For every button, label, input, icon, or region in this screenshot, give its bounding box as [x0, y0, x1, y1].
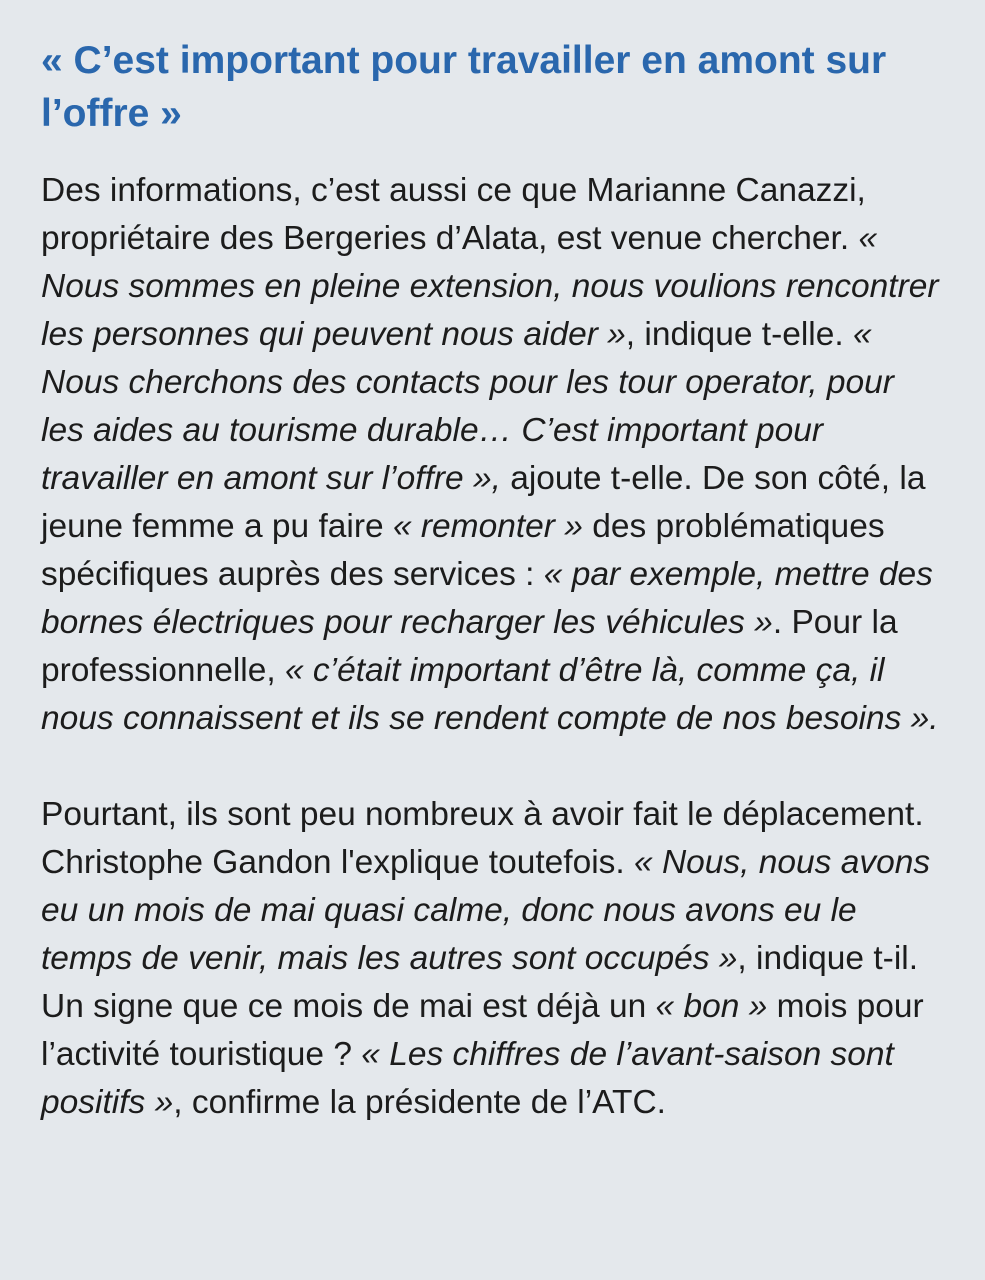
quote-segment: « remonter »: [392, 508, 583, 545]
text-segment: Pourtant, ils sont peu nombreux à avoir fait le déplacement. Christophe Gandon l'explique toutefois.: [41, 796, 924, 881]
text-segment: , confirme la présidente de l’ATC.: [173, 1084, 666, 1121]
text-segment: mois pour l’activité touristique ?: [41, 988, 924, 1073]
quote-segment: « par exemple, mettre des bornes électriques pour recharger les véhicules »: [41, 556, 933, 641]
text-segment: , indique t-elle.: [625, 316, 853, 353]
quote-segment: « Nous cherchons des contacts pour les tour operator, pour les aides au tourisme durable… C’est important pour travailler en amont sur l’offre »,: [41, 316, 894, 497]
quote-segment: « bon »: [655, 988, 768, 1025]
quote-segment: « Nous, nous avons eu un mois de mai quasi calme, donc nous avons eu le temps de venir, mais les autres sont occupés »: [41, 844, 931, 977]
article-paragraph-2: [41, 791, 945, 1127]
text-segment: , indique t-il. Un signe que ce mois de mai est déjà un: [41, 940, 919, 1025]
text-segment: . Pour la professionnelle,: [41, 604, 898, 689]
article-headline: « C’est important pour travailler en amont sur l’offre »: [41, 39, 887, 135]
quote-segment: « c’était important d’être là, comme ça, il nous connaissent et ils se rendent compte de nos besoins ».: [41, 652, 939, 737]
text-segment: Des informations, c’est aussi ce que Marianne Canazzi, propriétaire des Bergeries d’Alata, est venue chercher.: [41, 172, 866, 257]
quote-segment: « Nous sommes en pleine extension, nous voulions rencontrer les personnes qui peuvent nous aider »: [41, 220, 939, 353]
text-segment: ajoute t-elle. De son côté, la jeune femme a pu faire: [41, 460, 926, 545]
text-segment: des problématiques spécifiques auprès des services :: [41, 508, 885, 593]
article-paragraph-1: [41, 167, 945, 743]
quote-segment: « Les chiffres de l’avant-saison sont positifs »: [41, 1036, 894, 1121]
